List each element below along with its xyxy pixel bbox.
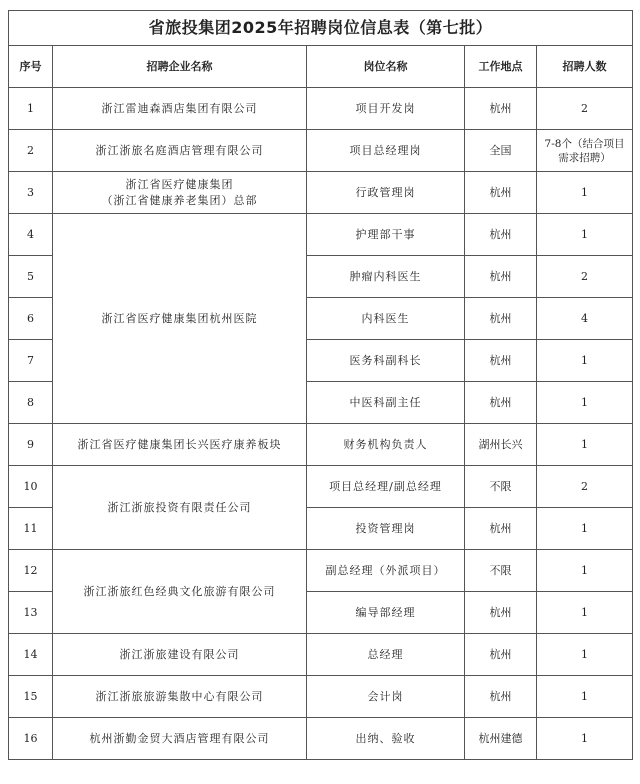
hire-count: 1 [537,424,633,466]
row-index: 14 [9,634,53,676]
hire-count: 1 [537,718,633,760]
position-name: 行政管理岗 [307,172,465,214]
position-name: 总经理 [307,634,465,676]
hire-count: 1 [537,340,633,382]
row-index: 12 [9,550,53,592]
work-location: 杭州 [465,256,537,298]
work-location: 杭州 [465,676,537,718]
header-location: 工作地点 [465,46,537,88]
table-row [9,130,633,172]
work-location: 杭州建德 [465,718,537,760]
hire-count: 1 [537,508,633,550]
position-name: 项目开发岗 [307,88,465,130]
position-name: 财务机构负责人 [307,424,465,466]
company-name: 杭州浙勤金贸大酒店管理有限公司 [53,718,307,760]
table-row [9,634,633,676]
company-name: 浙江浙旅旅游集散中心有限公司 [53,676,307,718]
row-index: 3 [9,172,53,214]
company-name: 浙江省医疗健康集团长兴医疗康养板块 [53,424,307,466]
row-index: 6 [9,298,53,340]
row-index: 13 [9,592,53,634]
position-name: 项目总经理/副总经理 [307,466,465,508]
position-name: 肿瘤内科医生 [307,256,465,298]
hire-count: 1 [537,550,633,592]
position-name: 副总经理（外派项目） [307,550,465,592]
table-row [9,424,633,466]
company-name: 浙江省医疗健康集团杭州医院 [53,214,307,424]
work-location: 全国 [465,130,537,172]
row-index: 4 [9,214,53,256]
row-index: 8 [9,382,53,424]
recruitment-table [8,10,633,760]
position-name: 项目总经理岗 [307,130,465,172]
table-row [9,550,633,592]
company-name: 浙江浙旅名庭酒店管理有限公司 [53,130,307,172]
row-index: 1 [9,88,53,130]
work-location: 杭州 [465,172,537,214]
work-location: 不限 [465,550,537,592]
hire-count: 1 [537,634,633,676]
header-index: 序号 [9,46,53,88]
work-location: 杭州 [465,214,537,256]
position-name: 编导部经理 [307,592,465,634]
table-row [9,88,633,130]
hire-count [537,130,633,172]
header-position: 岗位名称 [307,46,465,88]
work-location: 杭州 [465,298,537,340]
work-location: 不限 [465,466,537,508]
table-row [9,466,633,508]
header-company: 招聘企业名称 [53,46,307,88]
position-name: 内科医生 [307,298,465,340]
hire-count: 2 [537,466,633,508]
row-index: 2 [9,130,53,172]
position-name: 中医科副主任 [307,382,465,424]
hire-count-line1: 7-8个（结合项目 [544,137,625,150]
hire-count: 2 [537,256,633,298]
row-index: 7 [9,340,53,382]
table-row [9,676,633,718]
work-location: 杭州 [465,88,537,130]
work-location: 杭州 [465,340,537,382]
table-title: 省旅投集团2025年招聘岗位信息表（第七批） [9,11,633,46]
company-name-line2: （浙江省健康养老集团）总部 [101,193,258,207]
hire-count-line2: 需求招聘） [558,151,611,164]
work-location: 湖州长兴 [465,424,537,466]
hire-count: 1 [537,676,633,718]
row-index: 15 [9,676,53,718]
hire-count: 4 [537,298,633,340]
hire-count: 1 [537,592,633,634]
company-name: 浙江浙旅红色经典文化旅游有限公司 [53,550,307,634]
work-location: 杭州 [465,382,537,424]
hire-count: 1 [537,382,633,424]
row-index: 5 [9,256,53,298]
table-row [9,214,633,256]
company-name: 浙江浙旅建设有限公司 [53,634,307,676]
table-row [9,172,633,214]
position-name: 出纳、验收 [307,718,465,760]
row-index: 9 [9,424,53,466]
position-name: 会计岗 [307,676,465,718]
recruitment-table-sheet [8,10,632,760]
header-row [9,46,633,88]
company-name-line1: 浙江省医疗健康集团 [125,177,234,191]
table-row [9,718,633,760]
row-index: 11 [9,508,53,550]
position-name: 投资管理岗 [307,508,465,550]
row-index: 16 [9,718,53,760]
position-name: 护理部干事 [307,214,465,256]
position-name: 医务科副科长 [307,340,465,382]
hire-count: 2 [537,88,633,130]
work-location: 杭州 [465,508,537,550]
hire-count: 1 [537,172,633,214]
header-count: 招聘人数 [537,46,633,88]
company-name: 浙江浙旅投资有限责任公司 [53,466,307,550]
hire-count: 1 [537,214,633,256]
work-location: 杭州 [465,592,537,634]
company-name: 浙江雷迪森酒店集团有限公司 [53,88,307,130]
work-location: 杭州 [465,634,537,676]
company-name [53,172,307,214]
row-index: 10 [9,466,53,508]
